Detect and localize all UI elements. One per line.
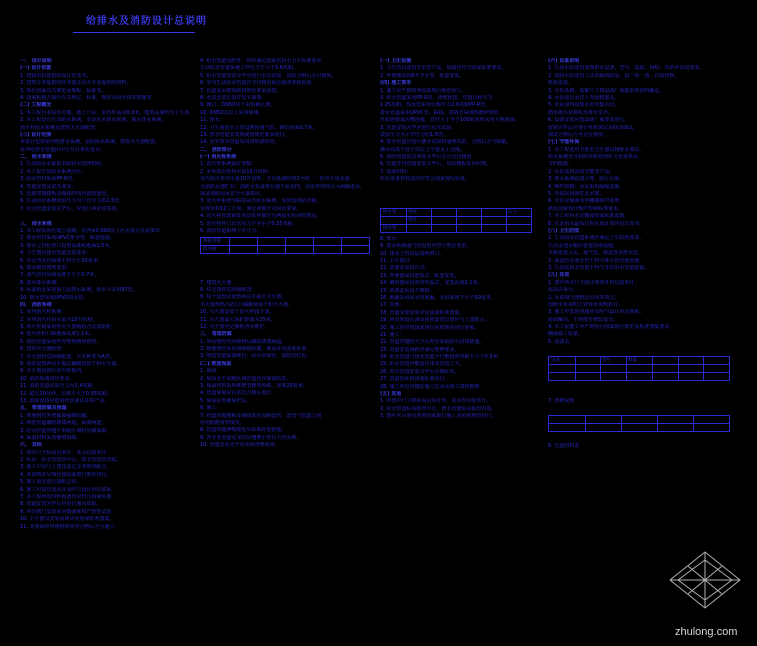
text-line: 1. 卫生洁具选用节水型产品，质量应符合国家标准要求。 bbox=[380, 65, 507, 72]
text-line: 7. 设备材料： bbox=[380, 168, 412, 175]
text-line: 5. 消防管道采用内外壁热镀锌钢管。 bbox=[20, 338, 102, 345]
text-line: 2. 给水管道采用PP-R管，热熔连接，管道公称压力 bbox=[380, 94, 493, 101]
text-line: 1. 消火栓系统设计参数： bbox=[200, 161, 257, 168]
text-line: 1.25兆帕，热水管采用公称压力2.0兆帕PP-R管， bbox=[380, 102, 491, 109]
text-line: 5. 施工前应进行图纸会审。 bbox=[20, 479, 82, 486]
text-line bbox=[200, 257, 378, 264]
table-cell: 设备 bbox=[551, 357, 560, 363]
text-line: 18. 管道支架安装详见国家标准图集。 bbox=[380, 309, 465, 316]
text-line bbox=[380, 191, 540, 198]
text-line: 1. 本图中尺寸除标高以米计外，其余均以毫米计。 bbox=[380, 398, 492, 405]
text-line: 19. 所有预留孔洞及预埋套管位置应与土建配合。 bbox=[380, 317, 490, 324]
text-line: 14. 淋浴器采用单管恒温式，安装高度2.1米。 bbox=[380, 280, 483, 287]
text-line: 5. 存水弯水封深度不得小于50毫米。 bbox=[20, 257, 103, 264]
text-line: 8. 每处设置两具手提式磷酸铵盐干粉灭火器。 bbox=[20, 361, 122, 368]
text-line: 7. 本工程用水定额按国家标准选取。 bbox=[548, 213, 630, 220]
text-line: 5. 管道穿越楼板及墙体时均应设置套管。 bbox=[20, 191, 112, 198]
text-line: 2. 消防水泵选用立式单级消防泵，设一用一备，自动切换， bbox=[548, 72, 680, 79]
text-line: (一) 消火栓系统 bbox=[200, 154, 237, 161]
text-line: 7. 管道支吊架间距按规范要求设置。 bbox=[200, 87, 282, 94]
text-line: 1. 本工程为多层住宅楼，地上六层，室内外高差0.3米，建筑高度约为十九米。 bbox=[20, 109, 195, 116]
text-line: 本设计包括室内给排水系统，消防给水系统，建筑灭火器配置， bbox=[20, 139, 161, 146]
text-line: (三) 设计范围 bbox=[20, 131, 52, 138]
text-line: 机组设置。 bbox=[548, 80, 574, 87]
text-line: 调试合格后方可交付使用。 bbox=[548, 131, 609, 138]
column-2 bbox=[200, 58, 378, 450]
text-line: 3. 给水管材采用PP-R管。 bbox=[20, 176, 78, 183]
text-line bbox=[20, 213, 198, 220]
text-line: 5. 给水管道安装完毕应进行水压试验，试验合格后方可使用。 bbox=[200, 72, 337, 79]
text-line: 2. 排水管材采用UPVC排水管，粘接连接。 bbox=[20, 235, 115, 242]
text-line: 2. 本工程设有生活给水系统，生活污水排水系统，雨水排水系统， bbox=[20, 117, 167, 124]
text-line: 10. 雨水管采用UPVC雨水管。 bbox=[20, 294, 89, 301]
text-line: 1. 室内消火栓系统： bbox=[20, 309, 67, 316]
text-line: 5. 管道采用弹性支吊架。 bbox=[548, 191, 605, 198]
text-line: 节约能源。 bbox=[548, 161, 574, 168]
text-line: 14. 室外排水管道采用双壁波纹管。 bbox=[200, 139, 280, 146]
text-line: (九) 其他 bbox=[548, 272, 570, 279]
text-line: 潜水排污泵将积水排至室外。 bbox=[548, 109, 614, 116]
text-line: 7. 建筑灭火器 bbox=[200, 279, 232, 286]
text-line: 2. 室内消火栓用水量为10升每秒。 bbox=[20, 316, 98, 323]
text-line: (二) 管道保温 bbox=[200, 360, 232, 367]
text-line bbox=[548, 391, 738, 398]
table-row bbox=[381, 225, 531, 232]
text-line: 25. 给水管道应敷设在排水管道上方。 bbox=[380, 361, 465, 368]
watermark-text: zhulong.com bbox=[675, 626, 738, 638]
page-title: 给排水及消防设计总说明 bbox=[86, 16, 207, 27]
text-line: 6. 消防管道系统工作压力： bbox=[200, 227, 262, 234]
text-line: 3. 施工中应与土建及其它专业密切配合。 bbox=[20, 464, 112, 471]
text-line: 6. 建筑灭火器配置： bbox=[20, 346, 67, 353]
text-line: 8. 水表安装位置详见平面图。 bbox=[200, 94, 267, 101]
text-line: 3. 管道安装完毕应进行水压试验， bbox=[380, 124, 457, 131]
title-underline bbox=[73, 32, 195, 33]
text-line: 7. 图例说明 bbox=[548, 398, 575, 405]
table-cell: 数量 bbox=[628, 357, 637, 363]
text-line: 7. 管道穿越楼板及墙体处应设钢套管，套管与管道之间 bbox=[200, 412, 322, 419]
text-line: 3. 保温材料采用难燃型橡塑海绵，厚度25毫米。 bbox=[200, 383, 308, 390]
text-line: 3. 图中未尽事宜参照国家现行施工及验收规范执行。 bbox=[380, 413, 497, 420]
text-line: 12. 洗脸盆采用台式。 bbox=[380, 265, 430, 272]
text-line: 9. 各专业管道交叉时应遵循小管让大管原则。 bbox=[200, 434, 302, 441]
text-line: 4. 卫生器具排水管道安装要求： bbox=[20, 250, 92, 257]
text-line bbox=[200, 272, 378, 279]
text-line: 给水系统充分利用市政管网压力直接供水， bbox=[548, 154, 644, 161]
text-line: 11. 排水： bbox=[200, 117, 225, 124]
text-line: 丝扣连接或沟槽连接，管径大于等于100毫米时采用卡箍连接。 bbox=[380, 117, 520, 124]
text-line: 消火栓给水系统及建筑灭火器配置。 bbox=[20, 124, 101, 131]
text-line: 5. 水泵房内设排水沟及集水坑， bbox=[548, 102, 620, 109]
text-line: 1. 生活给水管道系统应满足卫生防疫要求， bbox=[548, 235, 645, 242]
text-line: 1. 生活给水水源由市政给水管网供给。 bbox=[20, 161, 107, 168]
text-line: 灭火器规格为2公斤磷酸铵盐干粉灭火器。 bbox=[200, 301, 294, 308]
text-line: 2. 本工程生活给水系统分区： bbox=[20, 168, 87, 175]
text-line: 4. 保温材料采用橡塑海绵。 bbox=[20, 434, 82, 441]
table-row bbox=[549, 357, 729, 365]
text-line: 9. 阀门：DN50以下采用截止阀。 bbox=[200, 102, 276, 109]
text-line: 13. 坐便器采用连体式，配套安装。 bbox=[380, 272, 460, 279]
text-line: 3. 消火栓箱采用带灭火器箱组合式消防柜。 bbox=[20, 324, 117, 331]
table-row bbox=[201, 246, 369, 253]
text-line: 四、 消防系统 bbox=[20, 301, 52, 308]
table-cell: 管件 bbox=[408, 217, 417, 223]
text-line: 2. 水泵选用高效节能型产品。 bbox=[548, 168, 615, 175]
text-line: 2. 坐便器采用6升节水型，配套安装。 bbox=[380, 72, 465, 79]
text-line: 1. 建设单位提供的设计任务书。 bbox=[20, 72, 92, 79]
text-line: 4. 本工程施工应严格执行国家现行规范及标准图集要求， bbox=[548, 324, 675, 331]
text-line: 6. 水泵房墙面及顶棚做吸声处理， bbox=[548, 198, 625, 205]
text-line: 2. 室外消火栓用水量15升每秒， bbox=[200, 168, 273, 175]
text-line: 保证消防用水安全可靠供应。 bbox=[200, 191, 266, 198]
text-line: 8. 管道穿越伸缩缝处应采取补偿措施。 bbox=[200, 427, 287, 434]
text-line: 三、 排水系统 bbox=[20, 220, 52, 227]
text-line: 16. 地漏采用高水封地漏，水封深度不小于50毫米。 bbox=[380, 294, 496, 301]
text-line: 13. 排水管道安装坡度按规范要求执行。 bbox=[200, 131, 290, 138]
text-line: 8. 排水： bbox=[380, 235, 402, 242]
table-row bbox=[201, 238, 369, 246]
text-line: 10. 排水立管每层设检修口。 bbox=[380, 250, 445, 257]
text-line: 1. 施工应严格按照国家现行规范执行。 bbox=[380, 87, 467, 94]
text-line: 24. 给水管道与排水管道平行敷设时净距不小于0.5米。 bbox=[380, 354, 503, 361]
text-line: 5. 消火栓栓口出水压力不应小于0.35兆帕。 bbox=[200, 220, 298, 227]
text-line: 排水管道采用UPVC管，粘接，消防管采用热镀锌钢管， bbox=[380, 109, 504, 116]
text-line: 6. 设备安装应按设备厂家要求进行， bbox=[548, 117, 630, 124]
text-line: 12. 稳压10分钟，压降不大于0.05兆帕。 bbox=[20, 390, 113, 397]
text-line: 7. 通气管出屋面高度不小于0.7米。 bbox=[20, 272, 100, 279]
text-line: 1. 所有钢管均应除锈后刷防锈漆两道。 bbox=[200, 338, 287, 345]
text-line: 确保施工质量。 bbox=[548, 331, 584, 338]
text-line: 9. 每个设置点设置两具手提式灭火器， bbox=[200, 294, 287, 301]
text-line: 1. 保温： bbox=[200, 368, 222, 375]
text-line: 2. 明装管道刷防锈漆两道，面漆两道。 bbox=[20, 420, 107, 427]
text-line: 4. 消火栓栓口距地面高度1.1米。 bbox=[20, 331, 95, 338]
text-line: 11. 灭火器最大保护距离为25米。 bbox=[200, 316, 276, 323]
text-line: 8. 生活用水最高日用水量计算详见计算书。 bbox=[548, 220, 645, 227]
text-line bbox=[548, 435, 738, 442]
text-line: 二、 给水系统 bbox=[20, 154, 52, 161]
text-line: 水箱设置人孔、通气管、溢流管及泄水管。 bbox=[548, 250, 644, 257]
text-line bbox=[380, 198, 540, 205]
text-line: 三、 管道防腐 bbox=[200, 331, 232, 338]
text-line: (七) 节能环保 bbox=[548, 139, 580, 146]
text-line: 2. 给水管道标高指管中心，排水管道标高指管内底。 bbox=[380, 405, 497, 412]
text-line: (一) 设计依据 bbox=[20, 65, 52, 72]
text-line: 7. 住宅按轻危险级配置，火灾种类为A类。 bbox=[20, 353, 115, 360]
spec-table bbox=[200, 237, 370, 254]
text-line: 3. 给水管道穿越不采暖区域时应做保温。 bbox=[20, 427, 112, 434]
text-line: 3. 排水系统设置合理，防止污染。 bbox=[548, 176, 625, 183]
text-line: 6. 施工： bbox=[200, 405, 222, 412]
text-line bbox=[548, 384, 738, 391]
text-line: 所有设备材料选用应符合国家现行标准。 bbox=[380, 176, 471, 183]
text-line: 1. 图中所注尺寸除注明者外均以毫米计， bbox=[548, 279, 640, 286]
text-line: 4. 水泵进出水管上均设软接头。 bbox=[548, 94, 620, 101]
text-line: 3. 排水立管检查口设置高度距地面1.0米。 bbox=[20, 242, 115, 249]
text-line: (六) 设备说明 bbox=[548, 58, 580, 64]
text-line: 10. 卫生器具安装高度详见国家标准图集。 bbox=[20, 516, 115, 523]
text-line: 26. 所有管道安装完毕后应做标识。 bbox=[380, 368, 460, 375]
text-line: 9. 屋面雨水采用重力流排水系统，雨水斗采用87型。 bbox=[20, 287, 138, 294]
text-line: 12. 卫生间排水立管设伸顶通气管，伸出屋面0.7米。 bbox=[200, 124, 318, 131]
text-line: 9. 灭火器设置在消火栓箱内。 bbox=[20, 368, 87, 375]
text-line: 11. 本图须经审图机构审查合格后方可施工。 bbox=[20, 523, 120, 530]
text-line: 6. 施工中如有变动应及时与设计单位联系。 bbox=[20, 486, 117, 493]
table-row bbox=[549, 416, 729, 424]
text-line: 5. 保温层外做保护层。 bbox=[200, 397, 252, 404]
text-line: 17. 其他： bbox=[380, 302, 405, 309]
table-row bbox=[549, 365, 729, 373]
text-line: 27. 管道色标按国家标准执行。 bbox=[380, 376, 450, 383]
spec-table bbox=[380, 208, 532, 233]
table-cell: 排水管 bbox=[383, 225, 397, 231]
text-line: 12. 灭火器应定期检查及维护。 bbox=[200, 323, 270, 330]
text-line: 2. 溢流管及泄水管不得与排水管直接连接。 bbox=[548, 257, 645, 264]
text-line: 6. 室内生活给水管道在交付使用前必须冲洗和消毒。 bbox=[200, 80, 317, 87]
column-1 bbox=[20, 58, 198, 531]
text-line: 5. 消防管道试压冲洗完毕后方可交付使用。 bbox=[380, 154, 477, 161]
table-cell: 型号 bbox=[602, 357, 611, 363]
text-line: 应用阻燃材料填实。 bbox=[200, 419, 246, 426]
text-line: 7. 给水管道安装完毕后，应进行冲洗和消毒。 bbox=[20, 205, 122, 212]
text-line: (一) 卫生设施 bbox=[380, 58, 412, 64]
column-3 bbox=[380, 58, 540, 421]
text-line: 9. 排水系统通气管设置应符合规范要求。 bbox=[380, 243, 472, 250]
text-line: 1. 埋地钢管外壁做加强级防腐。 bbox=[20, 412, 92, 419]
text-line: 4. 本说明未尽事宜按国家现行规范执行。 bbox=[20, 471, 112, 478]
column-4 bbox=[548, 58, 738, 450]
text-line: 满足国家现行噪声控制标准要求。 bbox=[548, 205, 624, 212]
text-line: 4. 管道保温应在试压合格后进行。 bbox=[200, 390, 277, 397]
text-line: 安装完毕后应进行单机调试及联动调试， bbox=[548, 124, 639, 131]
text-line: 标高以米计。 bbox=[548, 287, 579, 294]
text-line: 4. 噪声控制：水泵采用隔振基础。 bbox=[548, 183, 625, 190]
text-line: 4. 管道安装及试压要求： bbox=[20, 183, 77, 190]
text-line: 4. 消火栓布置保证同层任何部位有两股水柱同时到达。 bbox=[200, 213, 322, 220]
text-line: 3. 明装管道面漆颜色：给水管绿色，消防管红色。 bbox=[200, 353, 312, 360]
table-row bbox=[549, 424, 729, 431]
table-cell: 管材 bbox=[408, 209, 417, 215]
text-line: 二、 消防部分 bbox=[200, 146, 232, 153]
text-line: 2. 本说明与图纸具有同等效力， bbox=[548, 294, 620, 301]
text-line: 7. 本工程所用材料设备均应符合国家标准。 bbox=[20, 494, 117, 501]
text-line: 1. 本工程采用污废合流制，室内±0.000以上污水重力自流排出。 bbox=[20, 227, 165, 234]
text-line: 五、 管道防腐及保温 bbox=[20, 405, 67, 412]
text-line: 9. 所有阀门安装前应做强度和严密性试验。 bbox=[20, 508, 117, 515]
text-line bbox=[200, 265, 378, 272]
text-line: 生活给水管道系统工作压力不大于0.6兆帕。 bbox=[200, 65, 298, 72]
text-line: 10. 管道安装完毕应及时清理现场。 bbox=[200, 442, 280, 449]
text-line bbox=[548, 346, 738, 353]
text-line: 2. 标高：给水管指管中心，排水管指管内底。 bbox=[20, 457, 122, 464]
text-line: 生活水池水箱应设置消毒设施， bbox=[548, 242, 619, 249]
table-cell: 压力 bbox=[508, 209, 517, 215]
text-line: 2. 埋地钢管采用加强级防腐，做法详见国家标准。 bbox=[200, 346, 312, 353]
text-line: 3. 施工中发现问题应及时与设计单位联系， bbox=[548, 309, 645, 316]
text-line: 为消防水池贮存，消防水泵设置在地下泵房内，由室外管网引入两路进水， bbox=[200, 183, 366, 190]
text-line: 4. 给水管道及配件，均应满足国家饮用水卫生标准要求， bbox=[200, 58, 327, 64]
text-line: 一、 设计说明 bbox=[20, 58, 52, 64]
text-line: 8. 雨水排水系统： bbox=[20, 279, 62, 286]
text-line bbox=[548, 406, 738, 413]
text-line: (八) 卫生防疫 bbox=[548, 227, 580, 234]
text-line: 10. 消防系统试压要求： bbox=[20, 375, 75, 382]
text-line: 协商解决，不得擅自修改设计。 bbox=[548, 316, 619, 323]
spec-table bbox=[548, 356, 730, 381]
text-line: 1. 本工程选用节能型卫生器具和配水器具， bbox=[548, 146, 645, 153]
text-line: 3. 生活饮用水管道不得与非饮用水管道连接。 bbox=[548, 264, 650, 271]
table-cell: 系统名称 bbox=[203, 239, 221, 245]
text-line: 20. 施工时应按国家现行验收规范进行验收。 bbox=[380, 324, 480, 331]
text-line: 10. DN50及以上采用闸阀。 bbox=[200, 109, 264, 116]
text-line: 6. 管道井内管道安装完毕后，每层楼板处应封堵。 bbox=[380, 161, 492, 168]
table-row bbox=[381, 209, 531, 217]
text-line bbox=[380, 184, 540, 191]
text-line: (五) 其他 bbox=[380, 391, 402, 398]
text-line: 11. 卫生器具 bbox=[380, 257, 410, 264]
text-line: 6. 排水横管坡度要求： bbox=[20, 264, 72, 271]
text-line: 室内消火栓用水量10升每秒，火灾延续时间2小时，一次灭火用水量 bbox=[200, 176, 350, 183]
spec-table bbox=[548, 415, 730, 432]
text-line: 8. 管道材料表 bbox=[548, 442, 580, 449]
text-line: 28. 施工单位应做好施工记录及竣工资料整理。 bbox=[380, 383, 485, 390]
text-line: 5. 设备表 bbox=[548, 338, 570, 345]
text-line: 8. 住宅按轻危险级配置： bbox=[200, 286, 257, 293]
table-cell: 消火栓 bbox=[203, 247, 217, 253]
text-line: 3. 水泵基础：基础尺寸按设备厂家提供的资料确定。 bbox=[548, 87, 665, 94]
table-row bbox=[381, 217, 531, 225]
text-line: 10. 灭火器设置于消火栓箱下部。 bbox=[200, 309, 275, 316]
text-line: 4. 排水管道应进行灌水试验和通球试验，合格后方可隐蔽。 bbox=[380, 139, 512, 146]
table-row bbox=[549, 373, 729, 380]
text-line: 3. 消火栓系统为临时高压给水系统，屋顶设消防水箱， bbox=[200, 198, 322, 205]
text-line: 13. 消防设备应选用经国家认证的产品。 bbox=[20, 397, 110, 404]
text-line: 有效容积12立方米，满足初期火灾用水要求。 bbox=[200, 205, 302, 212]
table-cell: 给水管 bbox=[383, 209, 397, 215]
text-line: 六、 其他 bbox=[20, 442, 42, 449]
text-line: 22. 管道穿越防火分区时应采取防火封堵措施。 bbox=[380, 339, 485, 346]
text-line: (二) 工程概况 bbox=[20, 102, 52, 109]
text-line: 6. 生活给水系统试验压力为工作压力的1.5倍。 bbox=[20, 198, 125, 205]
text-line: 灌水高度不低于底层卫生器具上边缘。 bbox=[380, 146, 466, 153]
text-line: 8. 管道安装完毕后应进行通水试验。 bbox=[20, 501, 102, 508]
text-line: 室外给排水管道由甲方另行委托设计。 bbox=[20, 146, 106, 153]
text-line: 15. 洗涤盆采用不锈钢。 bbox=[380, 287, 435, 294]
text-line: 图纸中未说明之处按本说明执行。 bbox=[548, 301, 624, 308]
text-line: 3. 现行国家有关规范及规程、标准等。 bbox=[20, 87, 107, 94]
text-line: 2. 建筑专业提供的作业图及有关专业提供的资料。 bbox=[20, 80, 132, 87]
text-line: 23. 管道安装间距应满足维修要求。 bbox=[380, 346, 460, 353]
text-line: 1. 生活水泵选用变频供水设备，型号、流量、扬程、功率详见设备表。 bbox=[548, 65, 705, 72]
text-line: 21. 施工： bbox=[380, 331, 405, 338]
text-line: 4. 国家和地方现行有关规定，标准、规范及设计技术措施等。 bbox=[20, 94, 157, 101]
text-line: 1. 图中尺寸标高以米计，其余以毫米计。 bbox=[20, 449, 112, 456]
text-line: 试验压力为工作压力的1.5倍。 bbox=[380, 131, 448, 138]
text-line: 2. 屋顶及不采暖区域管道均应保温防冻。 bbox=[200, 375, 292, 382]
text-line: 11. 消防管道试验压力为1.4兆帕， bbox=[20, 383, 98, 390]
text-line: (四) 施工要求 bbox=[380, 80, 412, 87]
